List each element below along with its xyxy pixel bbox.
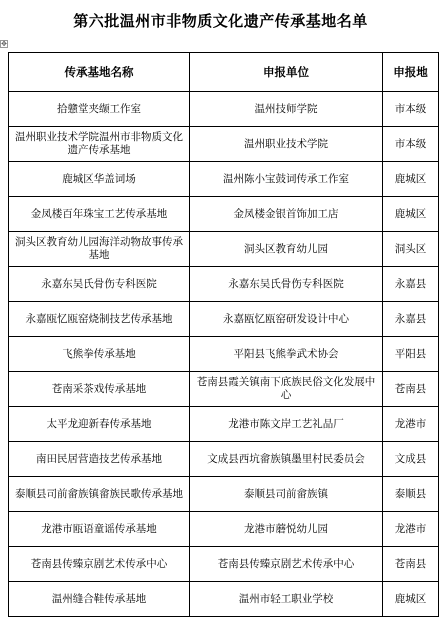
cell-base-name: 泰顺县司前畲族镇畲族民歌传承基地 [9, 477, 190, 512]
cell-region: 永嘉县 [383, 302, 439, 337]
header-applicant: 申报单位 [190, 53, 383, 92]
table-row [9, 267, 439, 302]
table-row [9, 547, 439, 582]
cell-base-name: 温州职业技术学院温州市非物质文化遗产传承基地 [9, 127, 190, 162]
cell-applicant: 永嘉东吴氏骨伤专科医院 [190, 267, 383, 302]
cell-region: 文成县 [383, 442, 439, 477]
cell-base-name: 永嘉瓯忆瓯窑烧制技艺传承基地 [9, 302, 190, 337]
table-row [9, 127, 439, 162]
cell-base-name: 鹿城区华盖词场 [9, 162, 190, 197]
cell-base-name: 飞熊拳传承基地 [9, 337, 190, 372]
cell-region: 泰顺县 [383, 477, 439, 512]
table-row [9, 407, 439, 442]
table-row [9, 162, 439, 197]
cell-base-name: 洞头区教育幼儿园海洋动物故事传承基地 [9, 232, 190, 267]
cell-region: 永嘉县 [383, 267, 439, 302]
table-row [9, 442, 439, 477]
cell-applicant: 温州职业技术学院 [190, 127, 383, 162]
cell-base-name: 拾戆堂夹缬工作室 [9, 92, 190, 127]
cell-applicant: 苍南县传臻京剧艺术传承中心 [190, 547, 383, 582]
cell-base-name: 南田民居营造技艺传承基地 [9, 442, 190, 477]
cell-applicant: 平阳县飞熊拳武术协会 [190, 337, 383, 372]
cell-region: 鹿城区 [383, 162, 439, 197]
cell-region: 鹿城区 [383, 197, 439, 232]
cell-applicant: 洞头区教育幼儿园 [190, 232, 383, 267]
cell-base-name: 苍南采茶戏传承基地 [9, 372, 190, 407]
cell-base-name: 龙港市瓯语童谣传承基地 [9, 512, 190, 547]
table-row [9, 302, 439, 337]
table-body [9, 92, 439, 617]
cell-region: 市本级 [383, 127, 439, 162]
cell-region: 平阳县 [383, 337, 439, 372]
header-region: 申报地 [383, 53, 439, 92]
cell-region: 苍南县 [383, 547, 439, 582]
cell-applicant: 文成县西坑畲族镇墨里村民委员会 [190, 442, 383, 477]
cell-base-name: 温州缝合鞋传承基地 [9, 582, 190, 617]
table-row [9, 512, 439, 547]
cell-region: 苍南县 [383, 372, 439, 407]
table-move-handle-icon[interactable]: ✥ [1, 40, 7, 48]
table-row [9, 92, 439, 127]
cell-applicant: 温州陈小宝鼓词传承工作室 [190, 162, 383, 197]
table-header-row [9, 53, 439, 92]
table-row [9, 232, 439, 267]
cell-applicant: 苍南县霞关镇南下底族民俗文化发展中心 [190, 372, 383, 407]
cell-applicant: 温州市轻工职业学校 [190, 582, 383, 617]
cell-applicant: 龙港市蘑悦幼儿园 [190, 512, 383, 547]
cell-applicant: 金凤楼金银首饰加工店 [190, 197, 383, 232]
heritage-base-table [8, 52, 439, 617]
cell-region: 龙港市 [383, 512, 439, 547]
table-row [9, 337, 439, 372]
cell-base-name: 苍南县传臻京剧艺术传承中心 [9, 547, 190, 582]
cell-applicant: 永嘉瓯忆瓯窑研发设计中心 [190, 302, 383, 337]
cell-region: 鹿城区 [383, 582, 439, 617]
header-base-name: 传承基地名称 [9, 53, 190, 92]
table-row [9, 197, 439, 232]
page-title: 第六批温州市非物质文化遗产传承基地名单 [73, 12, 368, 30]
cell-region: 洞头区 [383, 232, 439, 267]
table-row [9, 372, 439, 407]
cell-base-name: 永嘉东吴氏骨伤专科医院 [9, 267, 190, 302]
cell-applicant: 温州技师学院 [190, 92, 383, 127]
cell-base-name: 太平龙迎新春传承基地 [9, 407, 190, 442]
cell-region: 市本级 [383, 92, 439, 127]
cell-applicant: 泰顺县司前畲族镇 [190, 477, 383, 512]
table-row [9, 582, 439, 617]
cell-region: 龙港市 [383, 407, 439, 442]
cell-base-name: 金凤楼百年珠宝工艺传承基地 [9, 197, 190, 232]
cell-applicant: 龙港市陈文岸工艺礼品厂 [190, 407, 383, 442]
table-row [9, 477, 439, 512]
